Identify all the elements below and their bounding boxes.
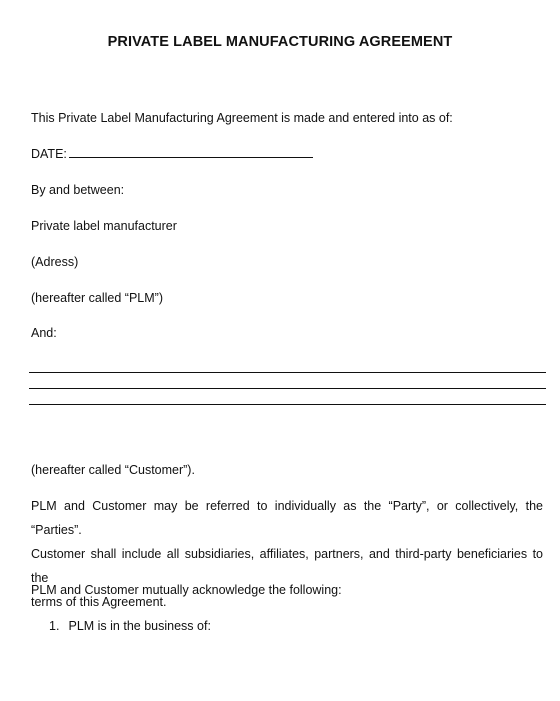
by-and-between-text: By and between: xyxy=(31,183,125,197)
address-text: (Adress) xyxy=(31,255,79,269)
parties-paragraph-line: Customer shall include all subsidiaries, affiliates, partners, and third-party beneficiaries to the xyxy=(31,547,543,585)
parties-paragraph-line: PLM and Customer may be referred to individually as the “Party”, or collectively, the “Parties”. xyxy=(31,499,543,537)
blank-rule-3 xyxy=(29,404,546,405)
list-item xyxy=(49,618,211,634)
blank-rule-2 xyxy=(29,388,546,389)
and-text: And: xyxy=(31,326,57,340)
blank-rule-1 xyxy=(29,372,546,373)
list-number: 1. xyxy=(49,619,60,633)
acknowledge-text: PLM and Customer mutually acknowledge the following: xyxy=(31,583,342,597)
parties-paragraph-line: terms of this Agreement. xyxy=(31,595,167,609)
intro-text: This Private Label Manufacturing Agreement is made and entered into as of: xyxy=(31,111,453,125)
customer-called-text: (hereafter called “Customer”). xyxy=(31,463,195,477)
manufacturer-text: Private label manufacturer xyxy=(31,219,177,233)
list-text: PLM is in the business of: xyxy=(68,619,211,633)
date-label: DATE: xyxy=(31,147,67,161)
plm-called-text: (hereafter called “PLM”) xyxy=(31,291,163,305)
date-blank xyxy=(69,147,313,158)
date-line xyxy=(31,146,313,162)
document-title: PRIVATE LABEL MANUFACTURING AGREEMENT xyxy=(107,34,453,50)
